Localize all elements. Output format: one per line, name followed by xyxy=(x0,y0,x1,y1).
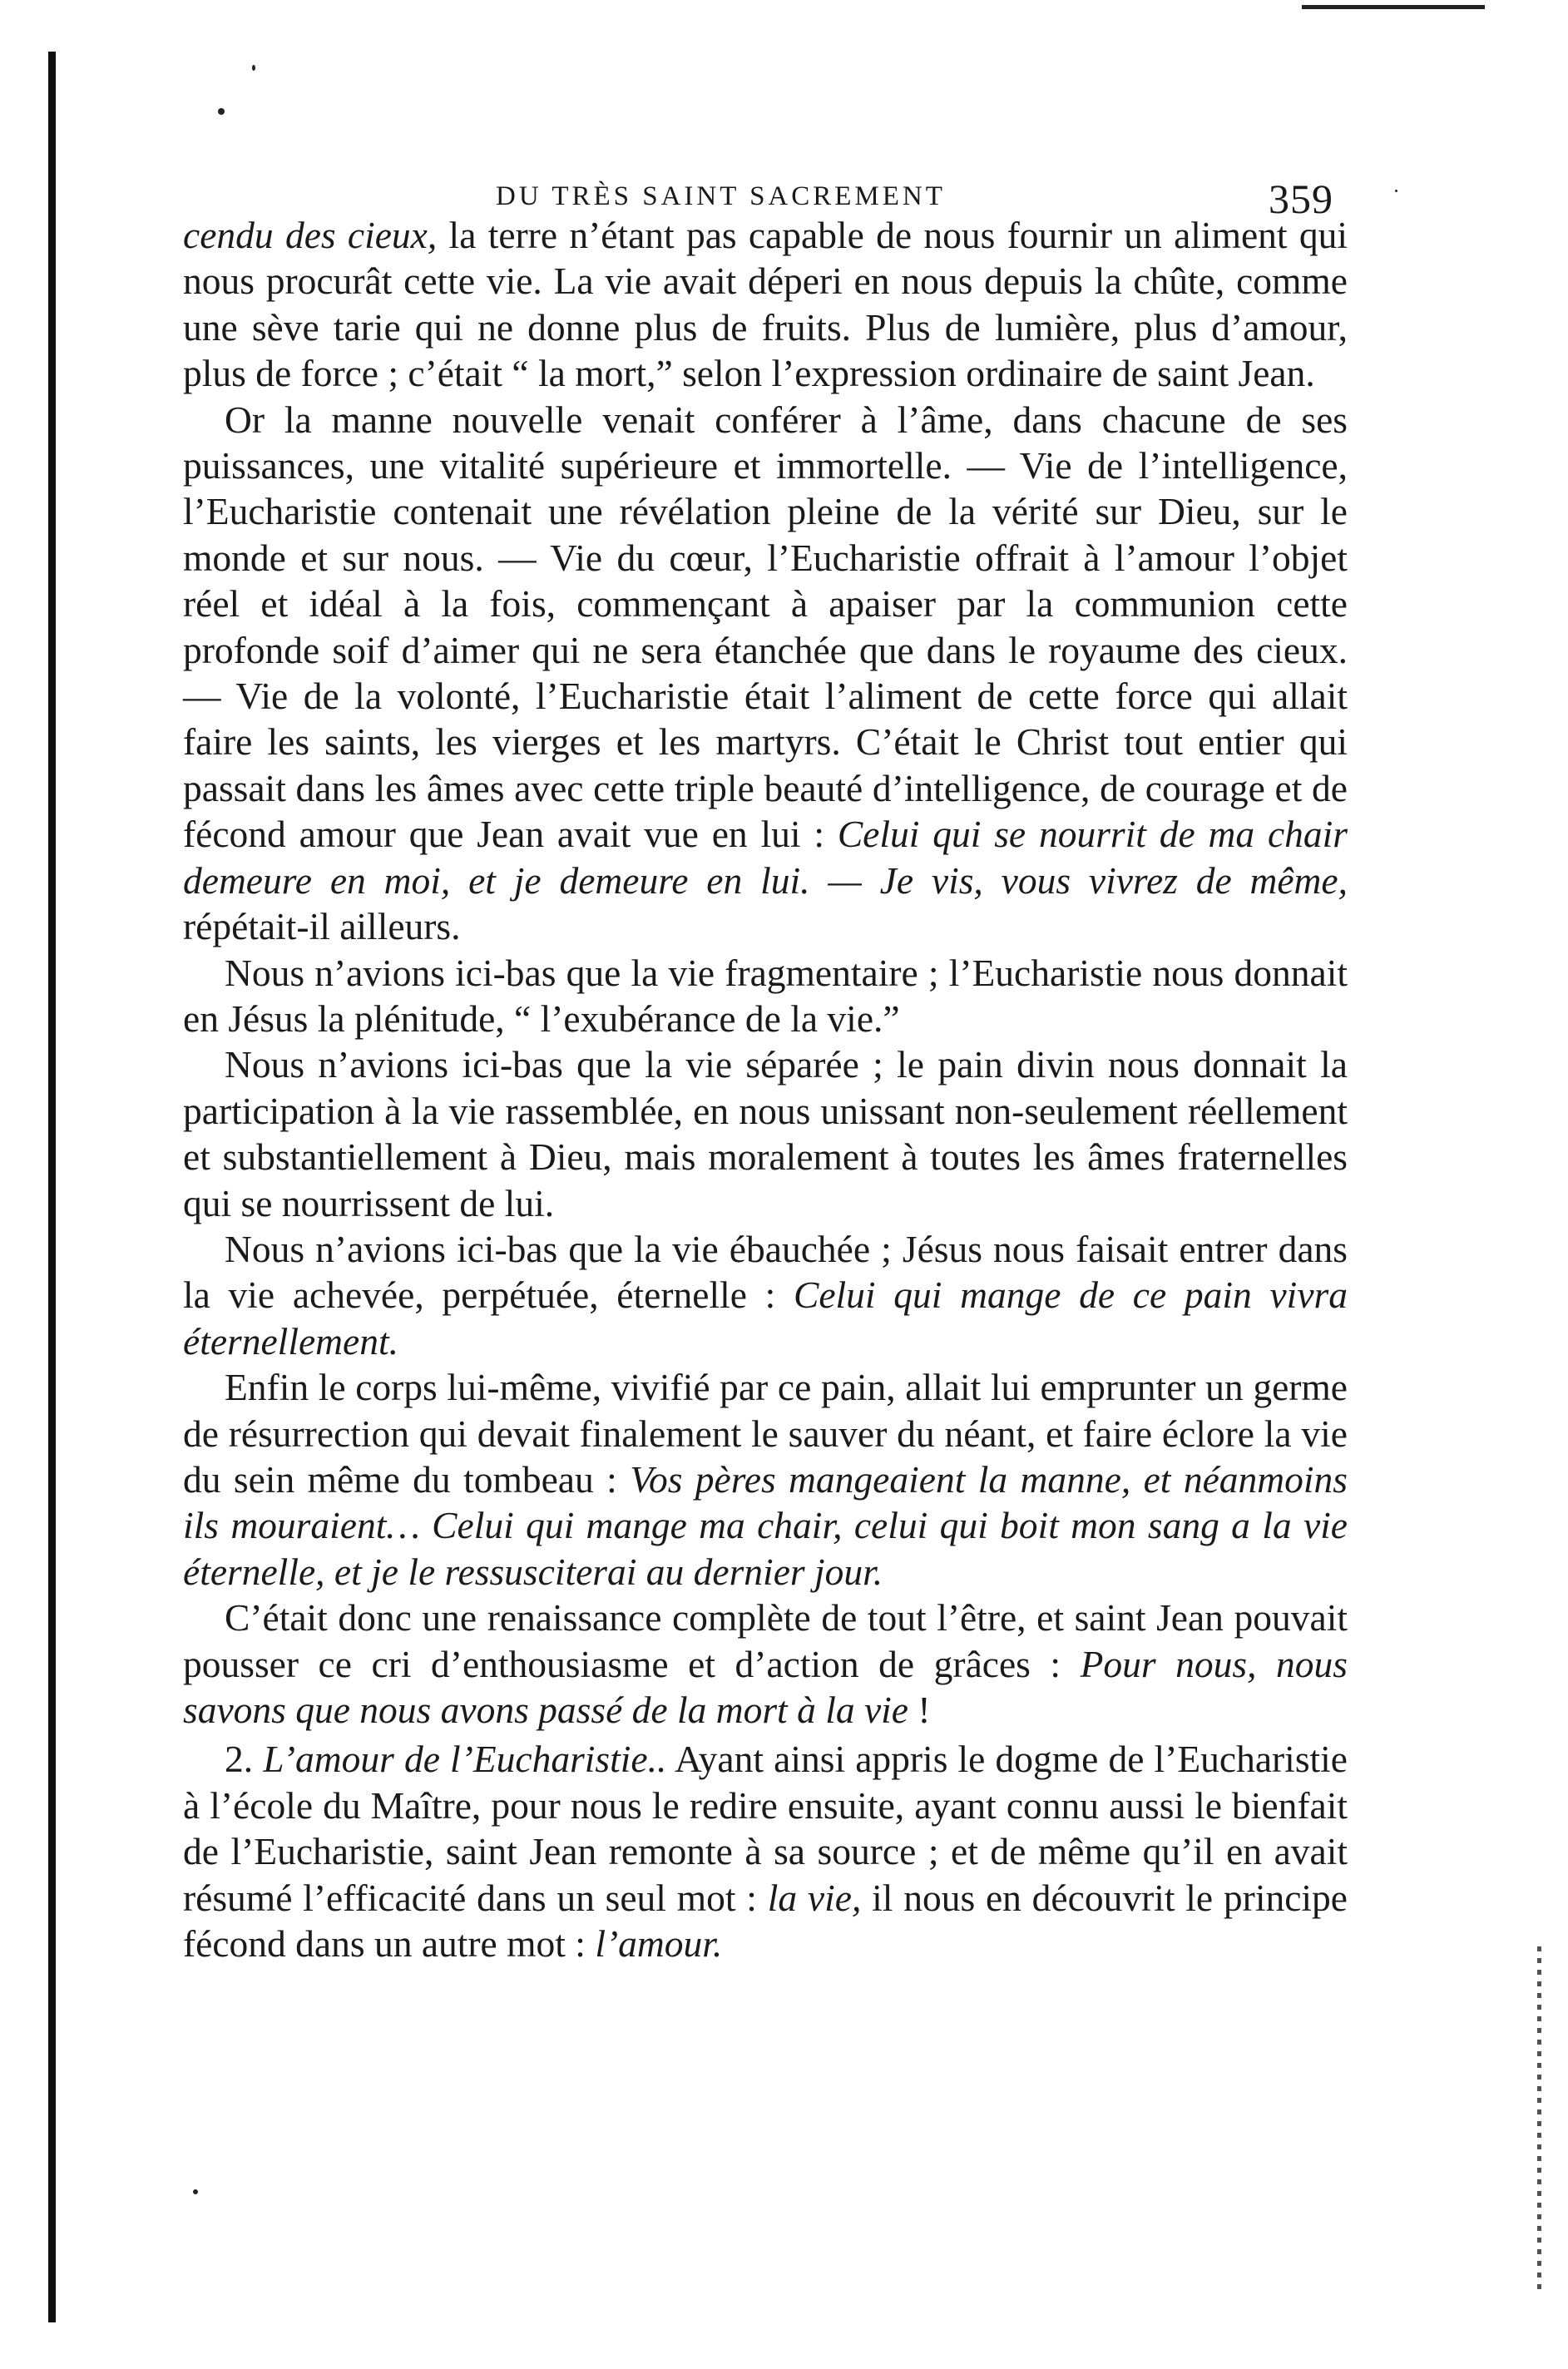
body-text xyxy=(183,212,1348,1966)
paragraph xyxy=(183,1364,1348,1595)
paragraph xyxy=(183,1736,1348,1966)
text-run: répétait-il ailleurs. xyxy=(183,905,461,948)
paragraph xyxy=(183,397,1348,950)
right-edge-specks xyxy=(1537,1946,1541,2296)
page-number: 359 xyxy=(1269,176,1333,222)
text-run: Nous n’avions ici-bas que la vie séparée ; le pain divin nous donnait la participation à la vie rassemblée, en nous unissant non-seulement réellement et substantiellement à Dieu, mais moralement à toutes les âmes fraternelles qui se nourrissent de lui. xyxy=(183,1043,1348,1224)
speck xyxy=(193,2189,198,2194)
italic-run: L’amour de l’Eucharistie.. xyxy=(263,1738,667,1781)
left-margin-rule xyxy=(48,52,56,2322)
text-run: il nous en découvrit le principe fécond dans un autre mot : xyxy=(183,1876,1348,1966)
text-run: C’était donc une renaissance complète de tout l’être, et saint Jean pouvait pousser ce cri d’enthousiasme et d’action de grâces : xyxy=(183,1596,1348,1685)
paragraph xyxy=(183,950,1348,1042)
paragraph xyxy=(183,1595,1348,1733)
running-title: DU TRÈS SAINT SACREMENT xyxy=(496,181,946,211)
speck xyxy=(218,108,225,115)
text-run: ! xyxy=(908,1689,931,1731)
text-run: Enfin le corps lui-même, vivifié par ce pain, allait lui emprunter un germe de résurrection qui devait finalement le sauver du néant, et faire éclore la vie du sein même du tombeau : xyxy=(183,1366,1348,1501)
speck xyxy=(252,65,255,71)
text-run: la terre n’étant pas capable de nous fournir un aliment qui nous procurât cette vie. La vie avait déperi en nous depuis la chûte, comme une sève tarie qui ne donne plus de fruits. Plus de lumière, plus d’amour, plus de force ; c’était “ la mort,” selon l’expression ordinaire de saint Jean. xyxy=(183,214,1348,395)
text-run: Or la manne nouvelle venait conférer à l’âme, dans chacune de ses puissances, une vitalité supérieure et immortelle. — Vie de l’intelligence, l’Eucharistie contenait une révélation pleine de la vérité sur Dieu, sur le monde et sur nous. — Vie du cœur, l’Eucharistie offrait à l’amour l’objet réel et idéal à la fois, commençant à apaiser par la communion cette profonde soif d’aimer qui ne sera étanchée que dans le royaume des cieux. — Vie de la volonté, l’Eucharistie était l’aliment de cette force qui allait faire les saints, les vierges et les martyrs. C’était le Christ tout entier qui passait dans les âmes avec cette triple beauté d’intelligence, de courage et de fécond amour que Jean avait vue en lui : xyxy=(183,398,1348,856)
paragraph xyxy=(183,1041,1348,1226)
italic-run: Vos pères mangeaient la manne, et néanmoins ils mouraient… Celui qui mange ma chair, celui qui boit mon sang a la vie éternelle, et je le ressusciterai au dernier jour. xyxy=(183,1457,1348,1593)
text-run: Nous n’avions ici-bas que la vie ébauchée ; Jésus nous faisait entrer dans la vie achevée, perpétuée, éternelle : xyxy=(183,1227,1348,1317)
italic-run: la vie, xyxy=(767,1876,862,1919)
paragraph xyxy=(183,1226,1348,1364)
italic-run: Celui qui mange de ce pain vivra éternellement. xyxy=(183,1274,1348,1363)
italic-run: l’amour. xyxy=(595,1922,723,1966)
speck xyxy=(1395,190,1397,192)
italic-run: Pour nous, nous savons que nous avons passé de la mort à la vie xyxy=(183,1642,1348,1731)
paragraph xyxy=(183,212,1348,397)
top-rule xyxy=(1302,5,1485,9)
italic-run: Celui qui se nourrit de ma chair demeure en moi, et je demeure en lui. — Je vis, vous vivrez de même, xyxy=(183,813,1348,902)
text-run: Nous n’avions ici-bas que la vie fragmentaire ; l’Eucharistie nous donnait en Jésus la plénitude, “ l’exubérance de la vie.” xyxy=(183,951,1348,1040)
italic-run: cendu des cieux, xyxy=(183,214,438,256)
text-run: Ayant ainsi appris le dogme de l’Eucharistie à l’école du Maître, pour nous le redire ensuite, ayant connu aussi le bienfait de l’Eucharistie, saint Jean remonte à sa source ; et de même qu’il en avait résumé l’efficacité dans un seul mot : xyxy=(183,1738,1348,1919)
text-run: 2. xyxy=(225,1738,264,1781)
